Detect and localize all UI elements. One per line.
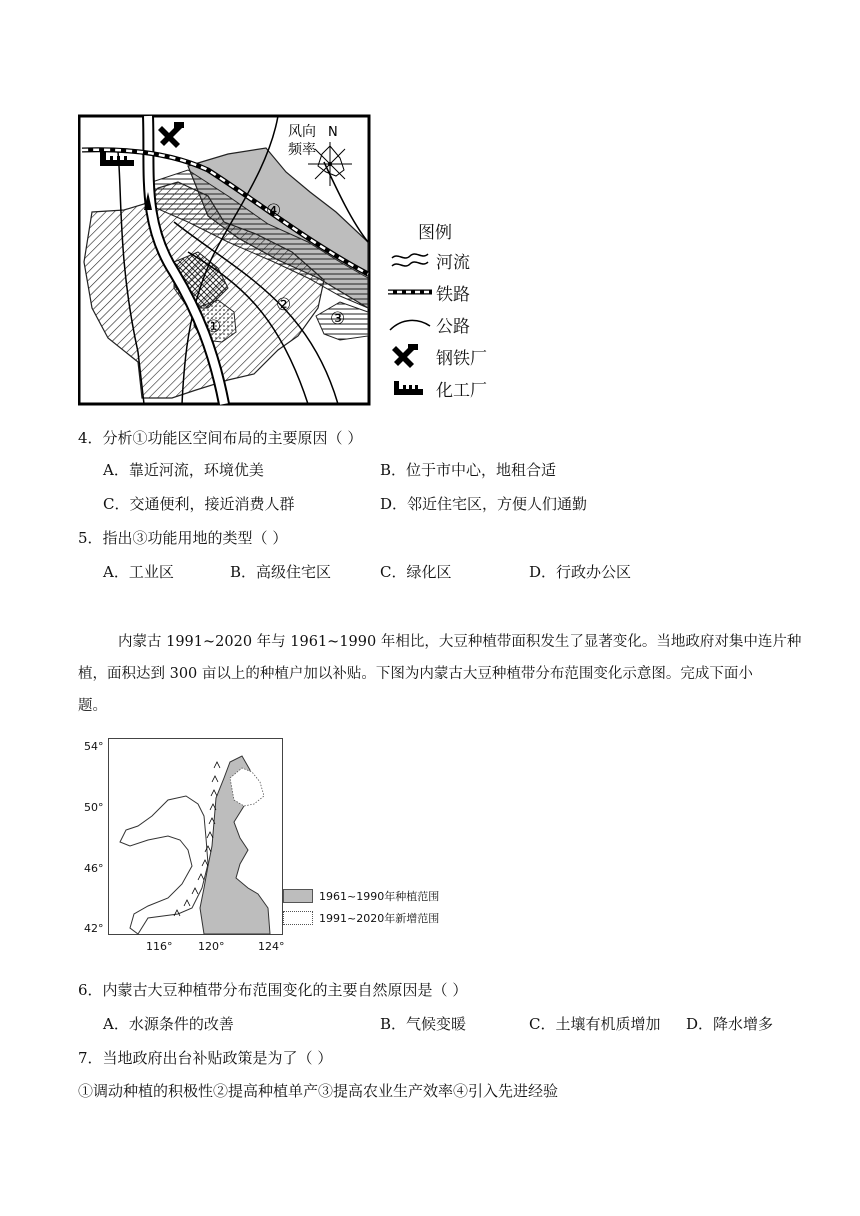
question-4-option-b[interactable]: B．位于市中心，地租合适 xyxy=(380,461,557,479)
legend-item-chemical: 化工厂 xyxy=(388,376,487,400)
question-5-option-d[interactable]: D．行政办公区 xyxy=(529,563,632,581)
question-6-option-a[interactable]: A．水源条件的改善 xyxy=(103,1015,234,1033)
wind-label: 频率 xyxy=(288,142,316,158)
question-5-stem: 5．指出③功能用地的类型（ ） xyxy=(78,529,288,547)
railway-icon xyxy=(388,280,432,304)
wind-label: 风向 xyxy=(288,124,316,140)
question-6-option-d[interactable]: D．降水增多 xyxy=(686,1015,774,1033)
legend-item-railway: 铁路 xyxy=(388,280,470,304)
soybean-belt-map xyxy=(108,738,284,936)
chemical-plant-icon xyxy=(388,376,432,400)
passage-line: 内蒙古 1991~2020 年与 1961~1990 年相比，大豆种植带面积发生了显著变化。当地政府对集中连片种 xyxy=(118,634,802,650)
area-label-1: ① xyxy=(206,317,222,337)
question-5-option-b[interactable]: B．高级住宅区 xyxy=(230,563,332,581)
legend-title: 图例 xyxy=(418,223,452,243)
steel-plant-icon xyxy=(388,344,432,368)
road-icon xyxy=(388,312,432,336)
north-label: N xyxy=(328,125,338,140)
area-label-2: ② xyxy=(276,295,292,315)
map2-legend-1961-1990: 1961~1990年种植范围 xyxy=(283,888,439,904)
question-6-stem: 6．内蒙古大豆种植带分布范围变化的主要自然原因是（ ） xyxy=(78,981,468,999)
legend-swatch xyxy=(283,911,313,925)
lon-label-116: 116° xyxy=(146,940,173,953)
city-function-map xyxy=(78,112,374,412)
lon-label-124: 124° xyxy=(258,940,285,953)
passage-line: 题。 xyxy=(78,698,107,714)
question-7-options: ①调动种植的积极性②提高种植单产③提高农业生产效率④引入先进经验 xyxy=(78,1082,559,1100)
question-5-option-c[interactable]: C．绿化区 xyxy=(380,563,452,581)
lat-label-50: 50° xyxy=(84,801,104,814)
question-5-option-a[interactable]: A．工业区 xyxy=(103,563,174,581)
question-4-option-c[interactable]: C．交通便利，接近消费人群 xyxy=(103,495,295,513)
river-icon xyxy=(388,248,432,272)
map2-legend-1991-2020: 1991~2020年新增范围 xyxy=(283,910,439,926)
lat-label-54: 54° xyxy=(84,740,104,753)
question-4-option-a[interactable]: A．靠近河流，环境优美 xyxy=(103,461,264,479)
legend-item-road: 公路 xyxy=(388,312,470,336)
legend-swatch xyxy=(283,889,313,903)
lat-label-46: 46° xyxy=(84,862,104,875)
question-6-option-c[interactable]: C．土壤有机质增加 xyxy=(529,1015,661,1033)
legend-item-steel: 钢铁厂 xyxy=(388,344,487,368)
question-7-stem: 7．当地政府出台补贴政策是为了（ ） xyxy=(78,1049,333,1067)
passage-line: 植，面积达到 300 亩以上的种植户加以补贴。下图为内蒙古大豆种植带分布范围变化示意图。完成下面小 xyxy=(78,666,753,682)
area-label-3: ③ xyxy=(330,309,346,329)
question-4-stem: 4．分析①功能区空间布局的主要原因（ ） xyxy=(78,429,363,447)
lat-label-42: 42° xyxy=(84,922,104,935)
legend-item-river: 河流 xyxy=(388,248,470,272)
area-label-4: ④ xyxy=(266,201,282,221)
question-4-option-d[interactable]: D．邻近住宅区，方便人们通勤 xyxy=(380,495,588,513)
lon-label-120: 120° xyxy=(198,940,225,953)
question-6-option-b[interactable]: B．气候变暖 xyxy=(380,1015,467,1033)
